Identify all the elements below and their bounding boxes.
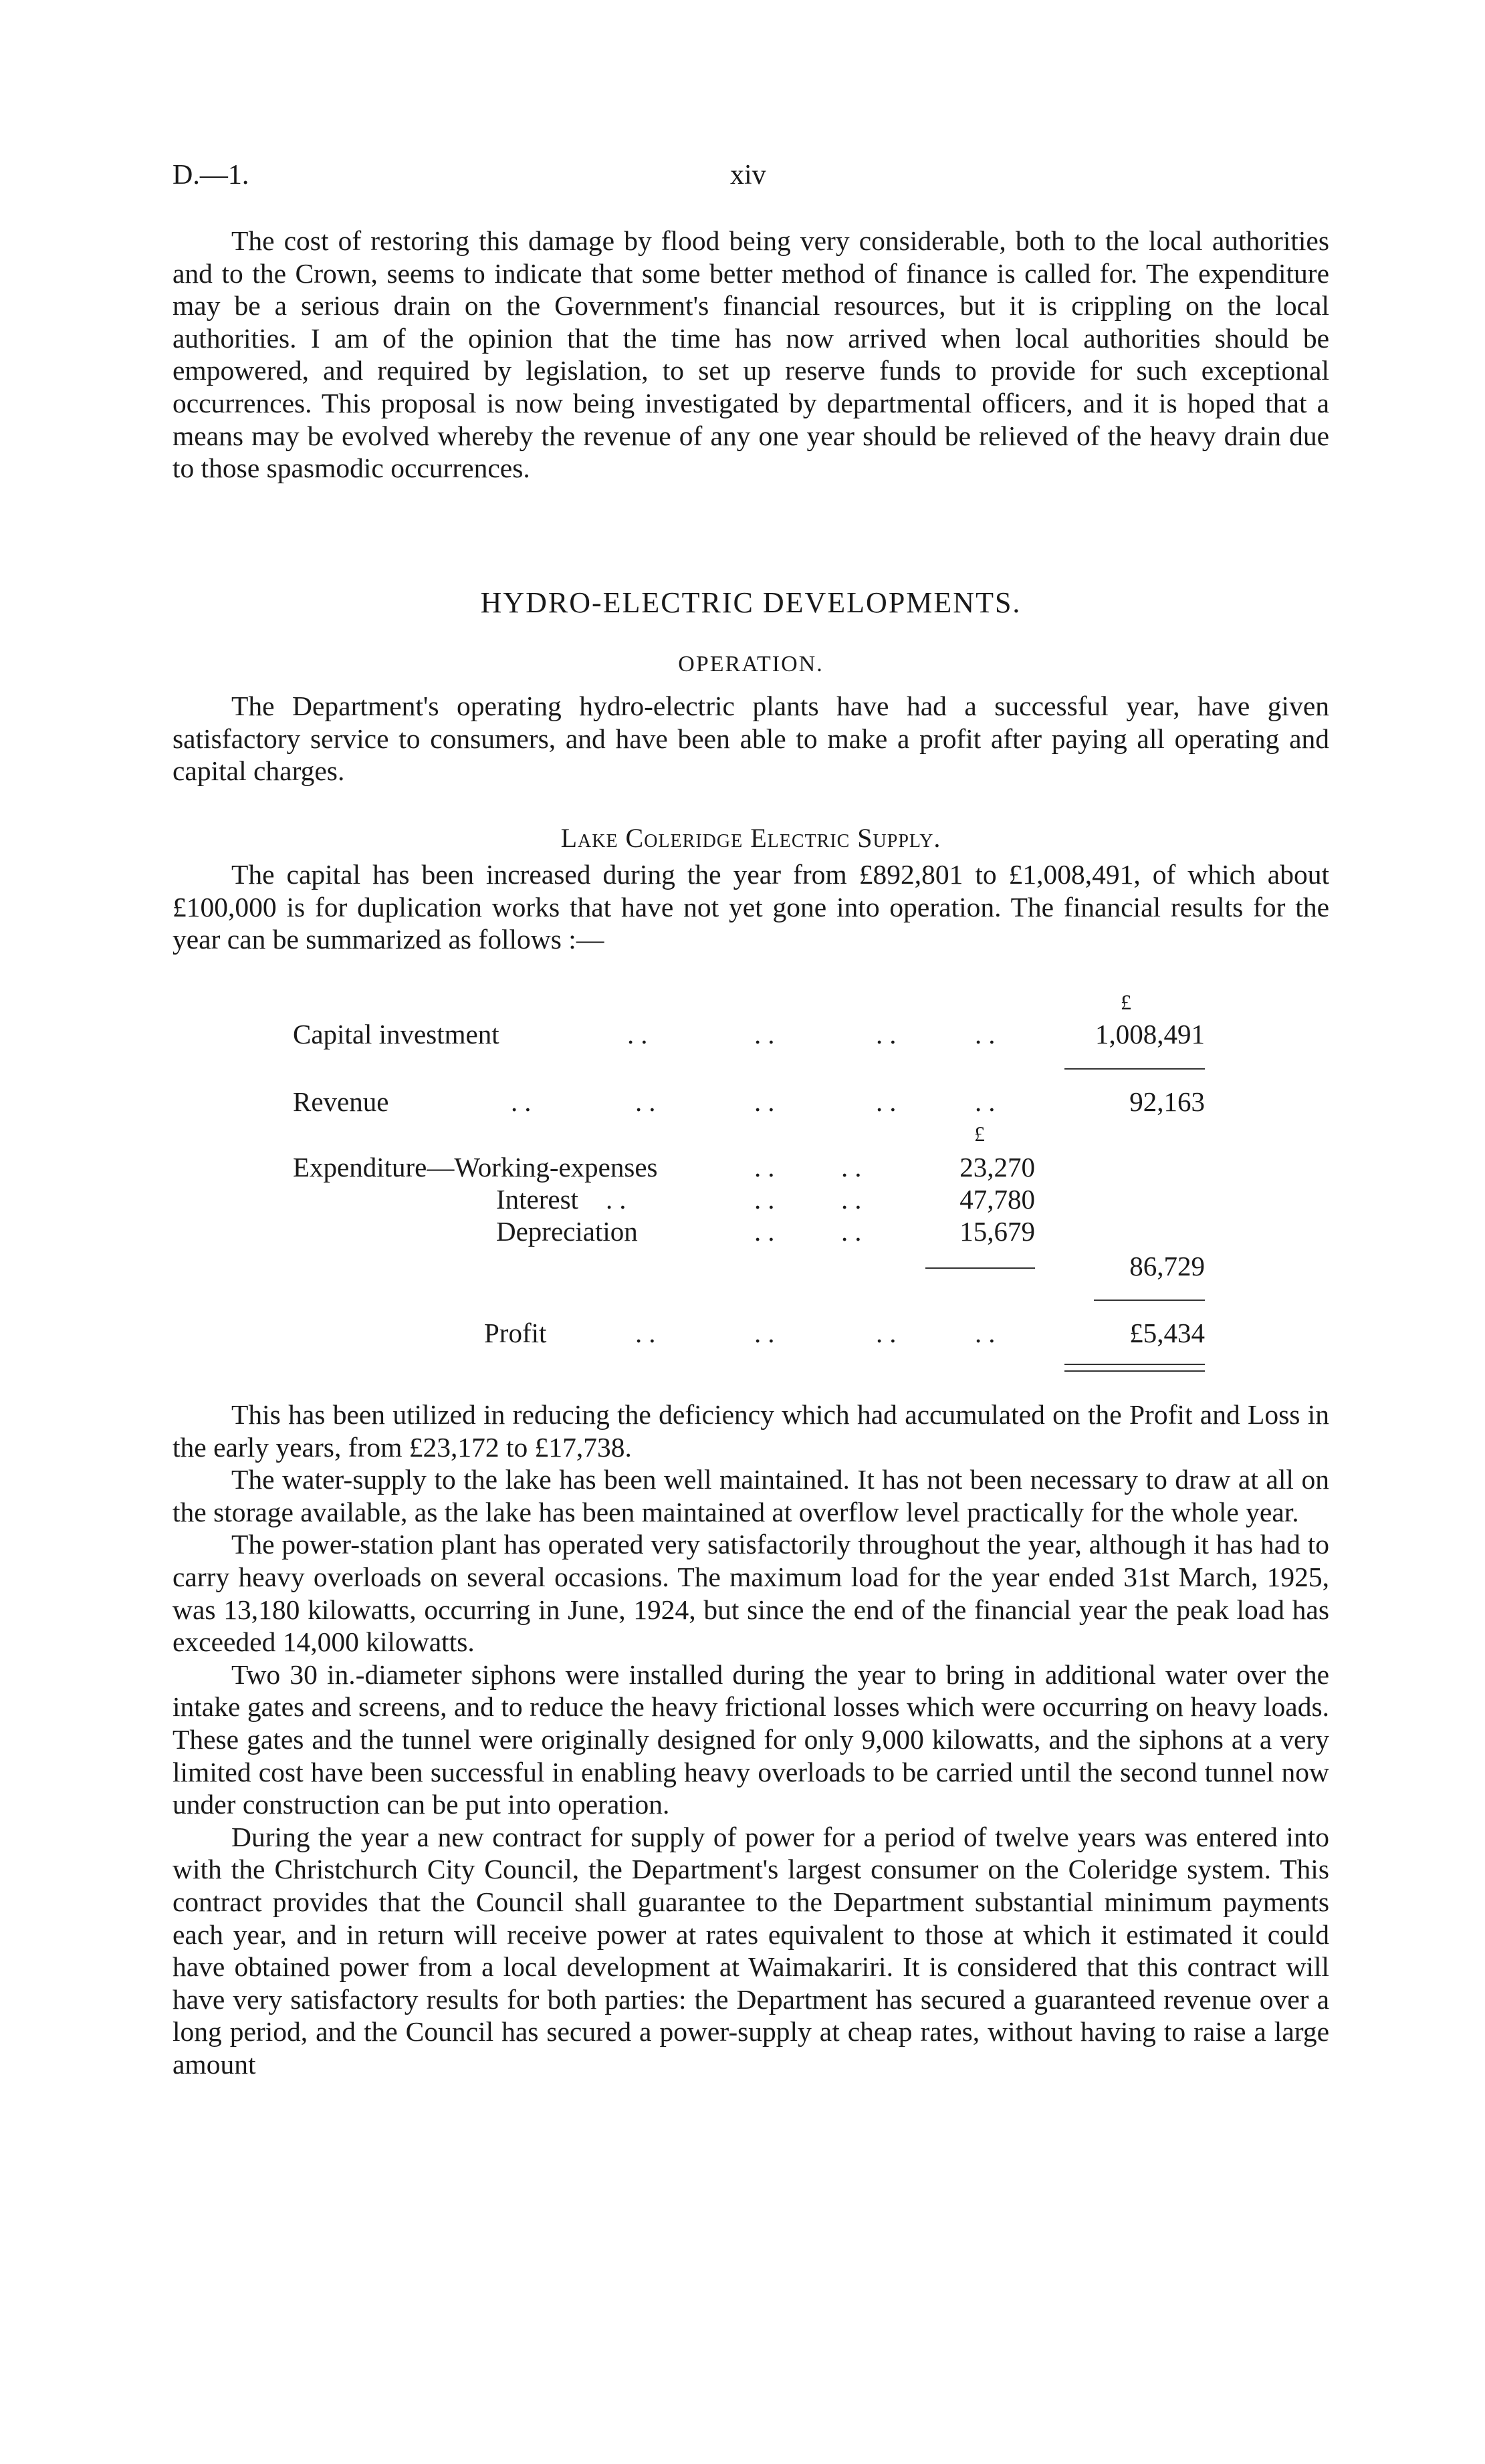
profit-value: £5,434 <box>1129 1318 1205 1348</box>
operation-paragraph: The Department's operating hydro-electric plants have had a successful year, have given satisfactory service to consumers, and have been able to make a profit after paying all operating and capital charges. <box>173 691 1329 787</box>
rule-profit-2 <box>1064 1370 1205 1372</box>
document-reference: D.—1. <box>173 160 249 191</box>
working-expenses-value: 23,270 <box>959 1152 1035 1183</box>
depreciation-value: 15,679 <box>959 1216 1035 1247</box>
revenue-value: 92,163 <box>1129 1086 1205 1117</box>
currency-symbol-subcolumn: £ <box>974 1122 985 1146</box>
paragraph-contract: During the year a new contract for supply of power for a period of twelve years was entered into with the Christchurch City Council, the Department's largest consumer on the Coleridge system. This contract provides that the Council shall guarantee to the Department substantial minimum payments each year, and in return will receive power at rates equivalent to those at which it estimated it could have obtained power from a local development at Waimakariri. It is considered that this contract will have very satisfactory results for both parties: the Department has secured a guaranteed revenue over a long period, and the Council has secured a power-supply at cheap rates, without having to raise a large amount <box>173 1821 1329 2080</box>
intro-paragraph: The cost of restoring this damage by flood being very considerable, both to the local authorities and to the Crown, seems to indicate that some better method of finance is called for. The expenditure may be a serious drain on the Government's financial resources, but it is crippling on the local authorities. I am of the opinion that the time has now arrived when local authorities should be empowered, and required by legislation, to set up reserve funds to provide for such exceptional occurrences. This proposal is now being investigated by departmental officers, and it is hoped that a means may be evolved whereby the revenue of any one year should be relieved of the heavy drain due to those spasmodic occurrences. <box>173 225 1329 484</box>
expenditure-total: 86,729 <box>1129 1251 1205 1281</box>
rule-expenditure <box>925 1267 1035 1269</box>
lake-block <box>173 858 1329 956</box>
interest-label: Interest <box>496 1184 578 1215</box>
lake-paragraph: The capital has been increased during the year from £892,801 to £1,008,491, of which about £100,000 is for duplication works that have not yet gone into operation. The financial results for the year can be summarized as follows :— <box>173 859 1329 955</box>
paragraph-power-station: The power-station plant has operated very satisfactorily throughout the year, although it has had to carry heavy overloads on several occasions. The maximum load for the year ended 31st March, 1925, was 13,180 kilowatts, occurring in June, 1924, but since the end of the financial year the peak load has exceeded 14,000 kilowatts. <box>173 1529 1329 1658</box>
body-block <box>173 1398 1329 2080</box>
depreciation-label: Depreciation <box>496 1216 638 1247</box>
paragraph-water-supply: The water-supply to the lake has been well maintained. It has not been necessary to draw at all on the storage available, as the lake has been maintained at overflow level practically for the whole year. <box>173 1464 1329 1527</box>
rule-profit-1 <box>1064 1364 1205 1365</box>
paragraph-deficiency: This has been utilized in reducing the deficiency which had accumulated on the Profit and Loss in the early years, from £23,172 to £17,738. <box>173 1399 1329 1463</box>
profit-label: Profit <box>484 1318 547 1348</box>
capital-leaders: .. <box>627 1019 655 1050</box>
currency-symbol-header: £ <box>1121 990 1131 1014</box>
rule-capital <box>1064 1068 1205 1070</box>
lake-coleridge-heading: Lake Coleridge Electric Supply. <box>560 823 941 853</box>
interest-value: 47,780 <box>959 1184 1035 1215</box>
revenue-label: Revenue <box>293 1086 389 1117</box>
subsection-title: OPERATION. <box>678 652 824 676</box>
operation-block <box>173 690 1329 787</box>
expenditure-label: Expenditure—Working-expenses <box>293 1152 658 1183</box>
page-number: xiv <box>730 160 766 191</box>
capital-value: 1,008,491 <box>1095 1019 1205 1050</box>
rule-total <box>1094 1300 1205 1301</box>
section-title: HYDRO-ELECTRIC DEVELOPMENTS. <box>480 586 1022 619</box>
document-page: D.—1. xiv The cost of restoring this damage by flood being very considerable, both to the local authorities and to the Crown, seems to indicate that some better method of finance is called for. The expenditure may be a serious drain on the Government's financial resources, but it is crippling on the local authorities. I am of the opinion that the time has now arrived when local authorities should be empowered, and required by legislation, to set up reserve funds to provide for such exceptional occurrences. This proposal is now being investigated by departmental officers, and it is hoped that a means may be evolved whereby the revenue of any one year should be relieved of the heavy drain due to those spasmodic occurrences. HYDRO-ELECTRIC DEVELOPMENTS. OPERATION. The Department's operating hydro-electric plants have had a successful year, have given satisfactory service to consumers, and have been able to make a profit after paying all operating and capital charges. Lake Coleridge Electric Supply. The capital has been increased during the year from £892,801 to £1,008,491, of which about £100,000 is for duplication works that have not yet gone into operation. The financial results for the year can be summarized as follows :— £ Capital investment .. .. .. .. 1,008,491 Revenue .. .. .. .. .. 92,163 £ Expenditure—Working-expenses .. .. 23,270 Interest .. .. .. 47,780 Depreciation .. .. 15,679 86,729 Profit .. .. .. .. £5,434 This has been utilized in reducing the deficiency which had accumulated on the Profit and Loss in the early years, from £23,172 to £17,738. The water-supply to the lake has been well maintained. It has not been necessary to draw at all on the storage available, as the lake has been maintained at overflow level practically for the whole year. The power-station plant has operated very satisfactorily throughout the year, although it has had to carry heavy overloads on several occasions. The maximum load for the year ended 31st March, 1925, was 13,180 kilowatts, occurring in June, 1924, but since the end of the financial year the peak load has exceeded 14,000 kilowatts. Two 30 in.-diameter siphons were installed during the year to bring in additional water over the intake gates and screens, and to reduce the heavy frictional losses which were occurring on heavy loads. These gates and the tunnel were originally designed for only 9,000 kilowatts, and the siphons at a very limited cost have been successful in enabling heavy overloads to be carried until the second tunnel now under construction can be put into operation. During the year a new contract for supply of power for a period of twelve years was entered into with the Christchurch City Council, the Department's largest consumer on the Coleridge system. This contract provides that the Council shall guarantee to the Department substantial minimum payments each year, and in return will receive power at rates equivalent to those at which it estimated it could have obtained power from a local development at Waimakariri. It is considered that this contract will have very satisfactory results for both parties: the Department has secured a guaranteed revenue over a long period, and the Council has secured a power-supply at cheap rates, without having to raise a large amount <box>173 160 1329 2080</box>
capital-label: Capital investment <box>293 1019 499 1050</box>
intro-block <box>173 225 1329 485</box>
paragraph-siphons: Two 30 in.-diameter siphons were installed during the year to bring in additional water over the intake gates and screens, and to reduce the heavy frictional losses which were occurring on heavy loads. These gates and the tunnel were originally designed for only 9,000 kilowatts, and the siphons at a very limited cost have been successful in enabling heavy overloads to be carried until the second tunnel now under construction can be put into operation. <box>173 1658 1329 1820</box>
